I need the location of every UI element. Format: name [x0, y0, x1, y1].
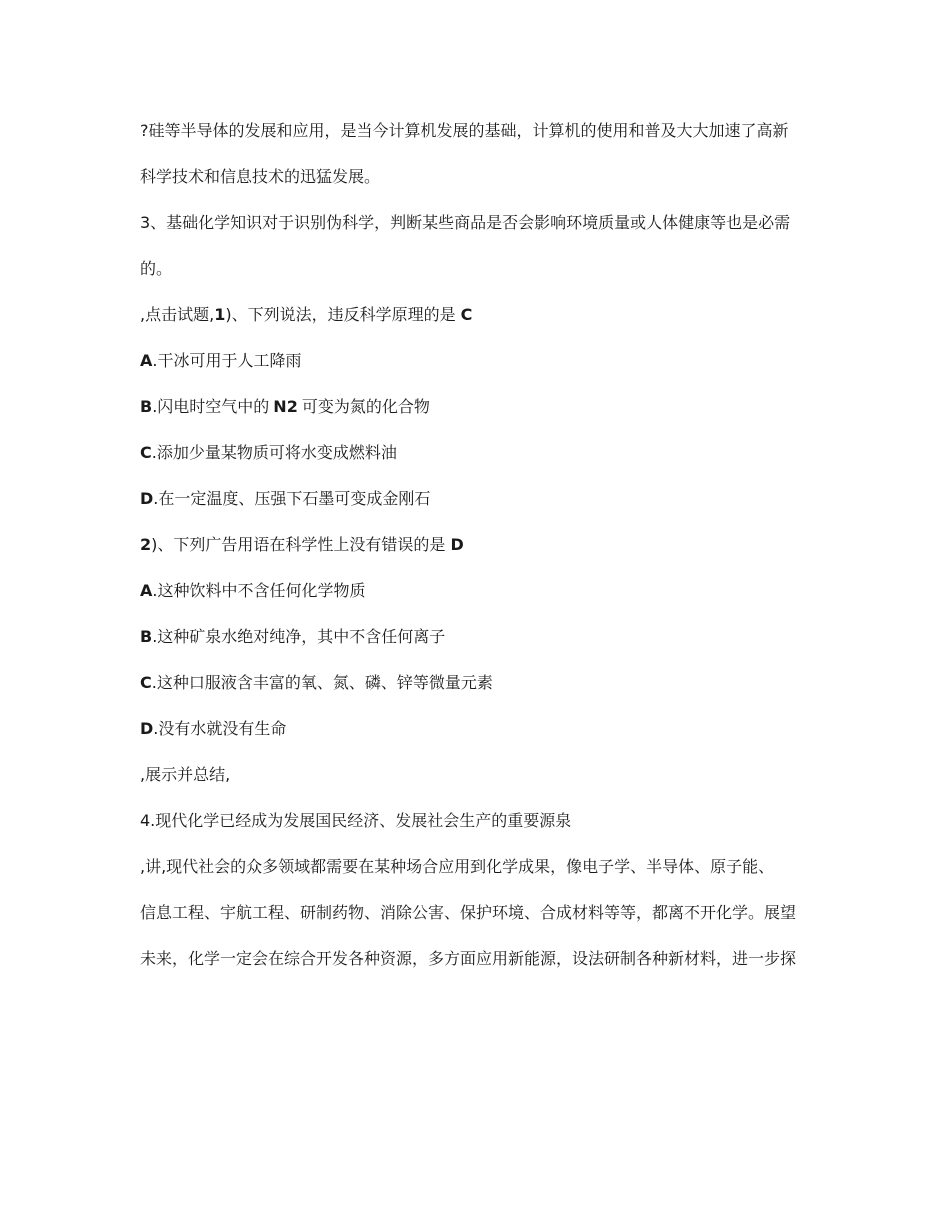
paragraph-science-tech: 科学技术和信息技术的迅猛发展。: [140, 167, 381, 186]
q1-option-d: [140, 486, 812, 512]
q2-option-a: [140, 578, 812, 604]
nitrogen-formula: N2: [273, 397, 298, 416]
question-1-prefix: ,点击试题,: [140, 305, 215, 324]
paragraph-basic-chemistry: 3、基础化学知识对于识别伪科学，判断某些商品是否会影响环境质量或人体健康等也是必需: [140, 213, 791, 232]
question-1-answer: C: [460, 305, 473, 324]
paragraph-future: 未来，化学一定会在综合开发各种资源，多方面应用新能源，设法研制各种新材料，进一步探: [140, 949, 797, 968]
option-text: .在一定温度、压强下石墨可变成金刚石: [153, 489, 431, 508]
option-text: .这种饮料中不含任何化学物质: [152, 581, 366, 600]
question-2-text: )、下列广告用语在科学性上没有错误的是: [151, 535, 451, 554]
option-text: .没有水就没有生命: [153, 719, 287, 738]
paragraph-necessary: 的。: [140, 259, 173, 278]
paragraph-modern-chemistry: 4.现代化学已经成为发展国民经济、发展社会生产的重要源泉: [140, 811, 572, 830]
option-letter: C: [140, 673, 152, 692]
question-2-number: 2: [140, 535, 152, 554]
option-text: .这种口服液含丰富的氧、氮、磷、锌等微量元素: [151, 673, 493, 692]
option-letter: A: [140, 581, 153, 600]
question-1-number: 1: [214, 305, 226, 324]
option-letter: A: [140, 351, 153, 370]
q2-option-b: [140, 624, 812, 650]
option-letter: D: [140, 489, 154, 508]
option-text: .干冰可用于人工降雨: [152, 351, 302, 370]
paragraph-lecture: ,讲,现代社会的众多领域都需要在某种场合应用到化学成果，像电子学、半导体、原子能、: [140, 857, 775, 876]
q2-option-d: [140, 716, 812, 742]
q1-option-b: [140, 394, 812, 420]
option-letter: D: [140, 719, 154, 738]
question-1-text: )、下列说法，违反科学原理的是: [225, 305, 461, 324]
option-text: .添加少量某物质可将水变成燃料油: [151, 443, 397, 462]
option-text-end: 可变为氮的化合物: [301, 397, 430, 416]
question-2: [140, 532, 812, 558]
paragraph-silicon-semiconductor: ?硅等半导体的发展和应用，是当今计算机发展的基础，计算机的使用和普及大大加速了高新: [140, 121, 789, 140]
option-letter: C: [140, 443, 152, 462]
q2-option-c: [140, 670, 812, 696]
q1-option-a: [140, 348, 812, 374]
option-text: .闪电时空气中的: [152, 397, 270, 416]
document-body: [140, 118, 812, 992]
paragraph-summary: ,展示并总结,: [140, 765, 231, 784]
paragraph-fields: 信息工程、宇航工程、研制药物、消除公害、保护环境、合成材料等等，都离不开化学。展望: [140, 903, 797, 922]
option-letter: B: [140, 627, 153, 646]
question-1: [140, 302, 812, 328]
option-text: .这种矿泉水绝对纯净，其中不含任何离子: [152, 627, 446, 646]
q1-option-c: [140, 440, 812, 466]
question-2-answer: D: [450, 535, 464, 554]
option-letter: B: [140, 397, 153, 416]
